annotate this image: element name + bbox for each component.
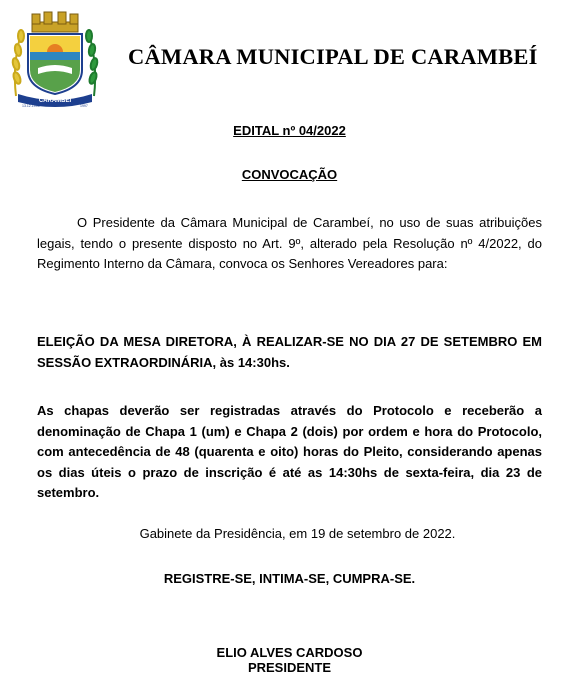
document-header [0, 0, 579, 112]
signature-role: PRESIDENTE [247, 660, 332, 675]
crest-right-year: 1997 [80, 104, 88, 108]
crest-banner-text: CARAMBEÍ [38, 98, 72, 104]
document-title: CÂMARA MUNICIPAL DE CARAMBEÍ [128, 44, 538, 69]
election-paragraph [37, 332, 542, 373]
gabinete-line: Gabinete da Presidência, em 19 de setembro de 2022. [139, 526, 456, 541]
crest-left-year: 13.12.1995 [22, 104, 40, 108]
election-main-text: ELEIÇÃO DA MESA DIRETORA, À REALIZAR-SE NO DIA 27 DE SETEMBRO EM SESSÃO EXTRAORDINÁRIA, [37, 334, 542, 370]
signature-name: ELIO ALVES CARDOSO [216, 645, 363, 660]
election-time-text: às 14:30hs. [216, 354, 290, 370]
edital-number: EDITAL nº 04/2022 [233, 123, 346, 138]
chapas-paragraph: As chapas deverão ser registradas através do Protocolo e receberão a denominação de Chapa 1 (um) e Chapa 2 (dois) por ordem e hora do Protocolo, com antecedência de 48 (quarenta e oito) horas do Pleito, considerando apenas os dias úteis o prazo de inscrição é até as 14:30hs de sexta-feira, dia 23 de setembro. [37, 403, 542, 500]
municipal-coat-of-arms [8, 8, 102, 108]
intro-paragraph: O Presidente da Câmara Municipal de Carambeí, no uso de suas atribuições legais, tendo o presente disposto no Art. 9º, alterado pela Resolução nº 4/2022, do Regimento Interno da Câmara, convoca os Senhores Vereadores para: [37, 215, 542, 271]
subject-heading: CONVOCAÇÃO [241, 167, 338, 182]
registre-line: REGISTRE-SE, INTIMA-SE, CUMPRA-SE. [163, 571, 416, 586]
signature-block [0, 645, 579, 675]
